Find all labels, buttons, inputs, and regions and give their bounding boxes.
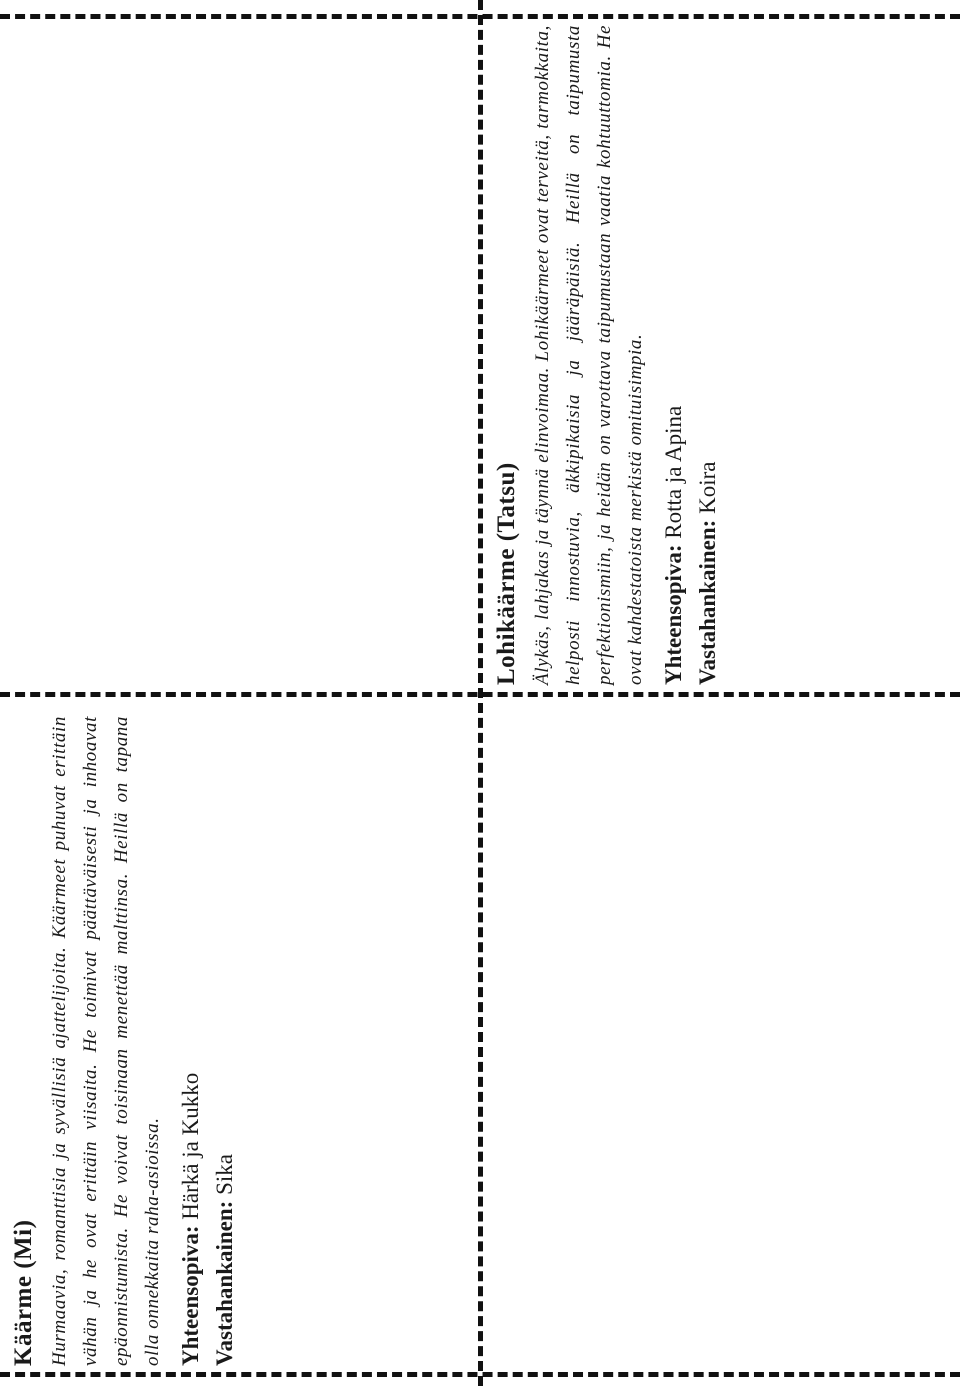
opposite-value: Sika <box>212 1154 237 1195</box>
horizontal-cut-line-top <box>0 14 960 19</box>
opposite-row <box>208 716 242 1366</box>
card-description: Hurmaavia, romanttisia ja syvällisiä ajattelijoita. Käärmeet puhuvat erittäin vähän ja he ovat erittäin viisaita. He toimivat päättäväisesti ja inhoavat epäonnistumista. He voivat toisinaan menettää malttinsa. Heillä on tapana olla onnekkaita raha-asioissa. <box>49 716 163 1366</box>
horizontal-cut-line-middle <box>0 692 960 697</box>
horizontal-cut-line-bottom <box>0 1372 960 1377</box>
compatible-label: Yhteensopiva: <box>178 1225 203 1366</box>
opposite-label: Vastahankainen: <box>212 1200 237 1366</box>
card-title: Käärme (Mi) <box>10 1219 37 1366</box>
opposite-label: Vastahankainen: <box>695 519 720 685</box>
compatible-value: Rotta ja Apina <box>661 405 686 539</box>
compatible-row <box>657 25 691 685</box>
card-title: Lohikäärme (Tatsu) <box>493 462 520 685</box>
zodiac-card-dragon <box>493 25 763 685</box>
compatible-label: Yhteensopiva: <box>661 544 686 685</box>
zodiac-card-snake <box>10 716 270 1366</box>
opposite-row <box>691 25 725 685</box>
opposite-value: Koira <box>695 461 720 514</box>
card-description: Älykäs, lahjakas ja täynnä elinvoimaa. Lohikäärmeet ovat terveitä, tarmokkaita, helposti innostuvia, äkkipikaisia ja jääräpäisiä. Heillä on taipumusta perfektionismiin, ja heidän on varottava taipumustaan vaatia kohtuuttomia. He ovat kahdestatoista merkistä omituisimpia. <box>532 25 646 685</box>
compatible-row <box>174 716 208 1366</box>
compatible-value: Härkä ja Kukko <box>178 1072 203 1220</box>
